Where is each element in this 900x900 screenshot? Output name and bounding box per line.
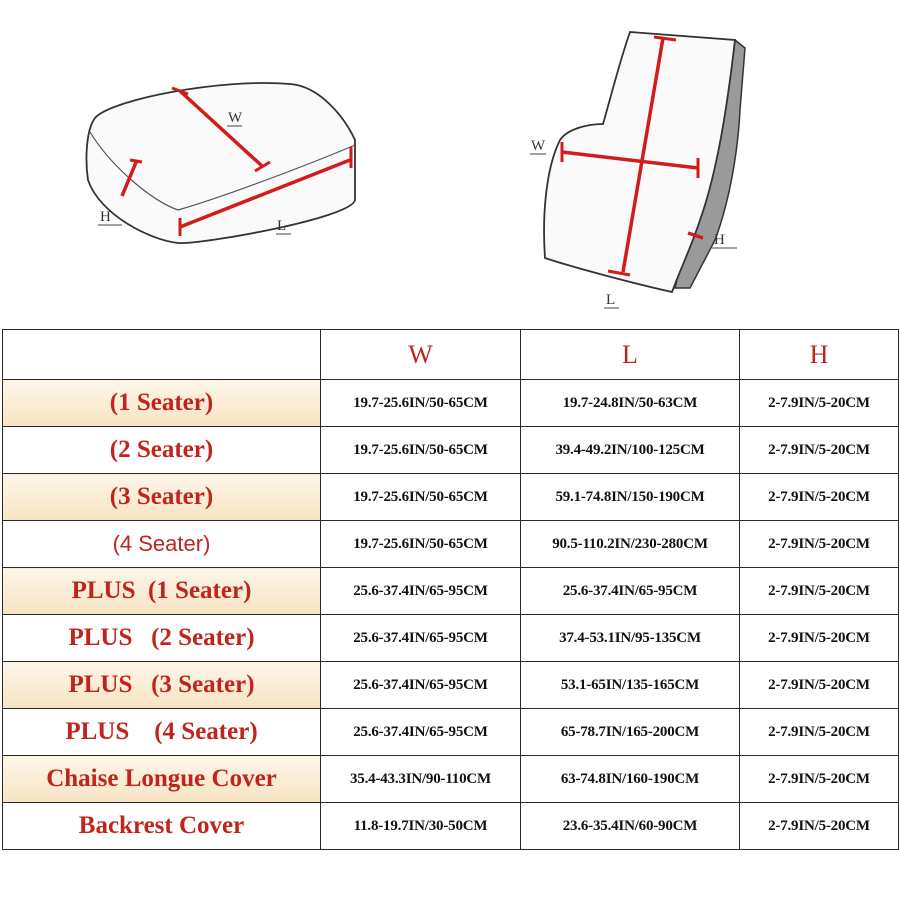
cushion-diagram xyxy=(86,83,355,243)
row-length: 59.1-74.8IN/150-190CM xyxy=(521,474,740,521)
chaise-w-label: W xyxy=(531,138,546,154)
row-height: 2-7.9IN/5-20CM xyxy=(740,803,899,850)
row-length: 25.6-37.4IN/65-95CM xyxy=(521,568,740,615)
cushion-l-label: L xyxy=(277,218,287,234)
row-length: 23.6-35.4IN/60-90CM xyxy=(521,803,740,850)
row-length: 19.7-24.8IN/50-63CM xyxy=(521,380,740,427)
row-width: 25.6-37.4IN/65-95CM xyxy=(321,662,521,709)
row-width: 25.6-37.4IN/65-95CM xyxy=(321,568,521,615)
cushion-w-label: W xyxy=(228,110,243,126)
row-height: 2-7.9IN/5-20CM xyxy=(740,615,899,662)
row-height: 2-7.9IN/5-20CM xyxy=(740,427,899,474)
chaise-diagram xyxy=(530,32,745,308)
row-length: 39.4-49.2IN/100-125CM xyxy=(521,427,740,474)
row-height: 2-7.9IN/5-20CM xyxy=(740,662,899,709)
row-height: 2-7.9IN/5-20CM xyxy=(740,709,899,756)
chaise-h-label: H xyxy=(714,232,725,248)
cushion-h-label: H xyxy=(100,209,111,225)
table-row xyxy=(3,380,899,427)
table-header-row xyxy=(3,330,899,380)
row-width: 19.7-25.6IN/50-65CM xyxy=(321,427,521,474)
table-row xyxy=(3,474,899,521)
row-width: 25.6-37.4IN/65-95CM xyxy=(321,709,521,756)
row-name: (1 Seater) xyxy=(3,380,321,427)
row-height: 2-7.9IN/5-20CM xyxy=(740,380,899,427)
header-w: W xyxy=(321,330,521,380)
table-row xyxy=(3,615,899,662)
row-name: Chaise Longue Cover xyxy=(3,756,321,803)
row-name: (2 Seater) xyxy=(3,427,321,474)
row-height: 2-7.9IN/5-20CM xyxy=(740,521,899,568)
table-row xyxy=(3,521,899,568)
row-name: PLUS (3 Seater) xyxy=(3,662,321,709)
row-length: 53.1-65IN/135-165CM xyxy=(521,662,740,709)
row-name: (3 Seater) xyxy=(3,474,321,521)
row-width: 19.7-25.6IN/50-65CM xyxy=(321,380,521,427)
size-chart-table xyxy=(2,329,899,850)
dimension-diagrams xyxy=(0,0,900,328)
row-width: 25.6-37.4IN/65-95CM xyxy=(321,615,521,662)
header-blank xyxy=(3,330,321,380)
table-row xyxy=(3,662,899,709)
row-width: 11.8-19.7IN/30-50CM xyxy=(321,803,521,850)
row-length: 63-74.8IN/160-190CM xyxy=(521,756,740,803)
cushion-h-cap xyxy=(130,160,142,162)
header-l: L xyxy=(521,330,740,380)
row-height: 2-7.9IN/5-20CM xyxy=(740,568,899,615)
table-row xyxy=(3,568,899,615)
row-length: 65-78.7IN/165-200CM xyxy=(521,709,740,756)
row-width: 19.7-25.6IN/50-65CM xyxy=(321,521,521,568)
cushion-outline xyxy=(86,83,355,243)
chaise-l-label: L xyxy=(606,292,616,308)
row-length: 37.4-53.1IN/95-135CM xyxy=(521,615,740,662)
table-row xyxy=(3,803,899,850)
row-name: PLUS (4 Seater) xyxy=(3,709,321,756)
row-width: 35.4-43.3IN/90-110CM xyxy=(321,756,521,803)
row-width: 19.7-25.6IN/50-65CM xyxy=(321,474,521,521)
row-name: PLUS (1 Seater) xyxy=(3,568,321,615)
row-height: 2-7.9IN/5-20CM xyxy=(740,756,899,803)
row-name: PLUS (2 Seater) xyxy=(3,615,321,662)
header-h: H xyxy=(740,330,899,380)
row-name: Backrest Cover xyxy=(3,803,321,850)
row-height: 2-7.9IN/5-20CM xyxy=(740,474,899,521)
row-length: 90.5-110.2IN/230-280CM xyxy=(521,521,740,568)
table-row xyxy=(3,709,899,756)
table-row xyxy=(3,427,899,474)
row-name: (4 Seater) xyxy=(3,521,321,568)
table-row xyxy=(3,756,899,803)
